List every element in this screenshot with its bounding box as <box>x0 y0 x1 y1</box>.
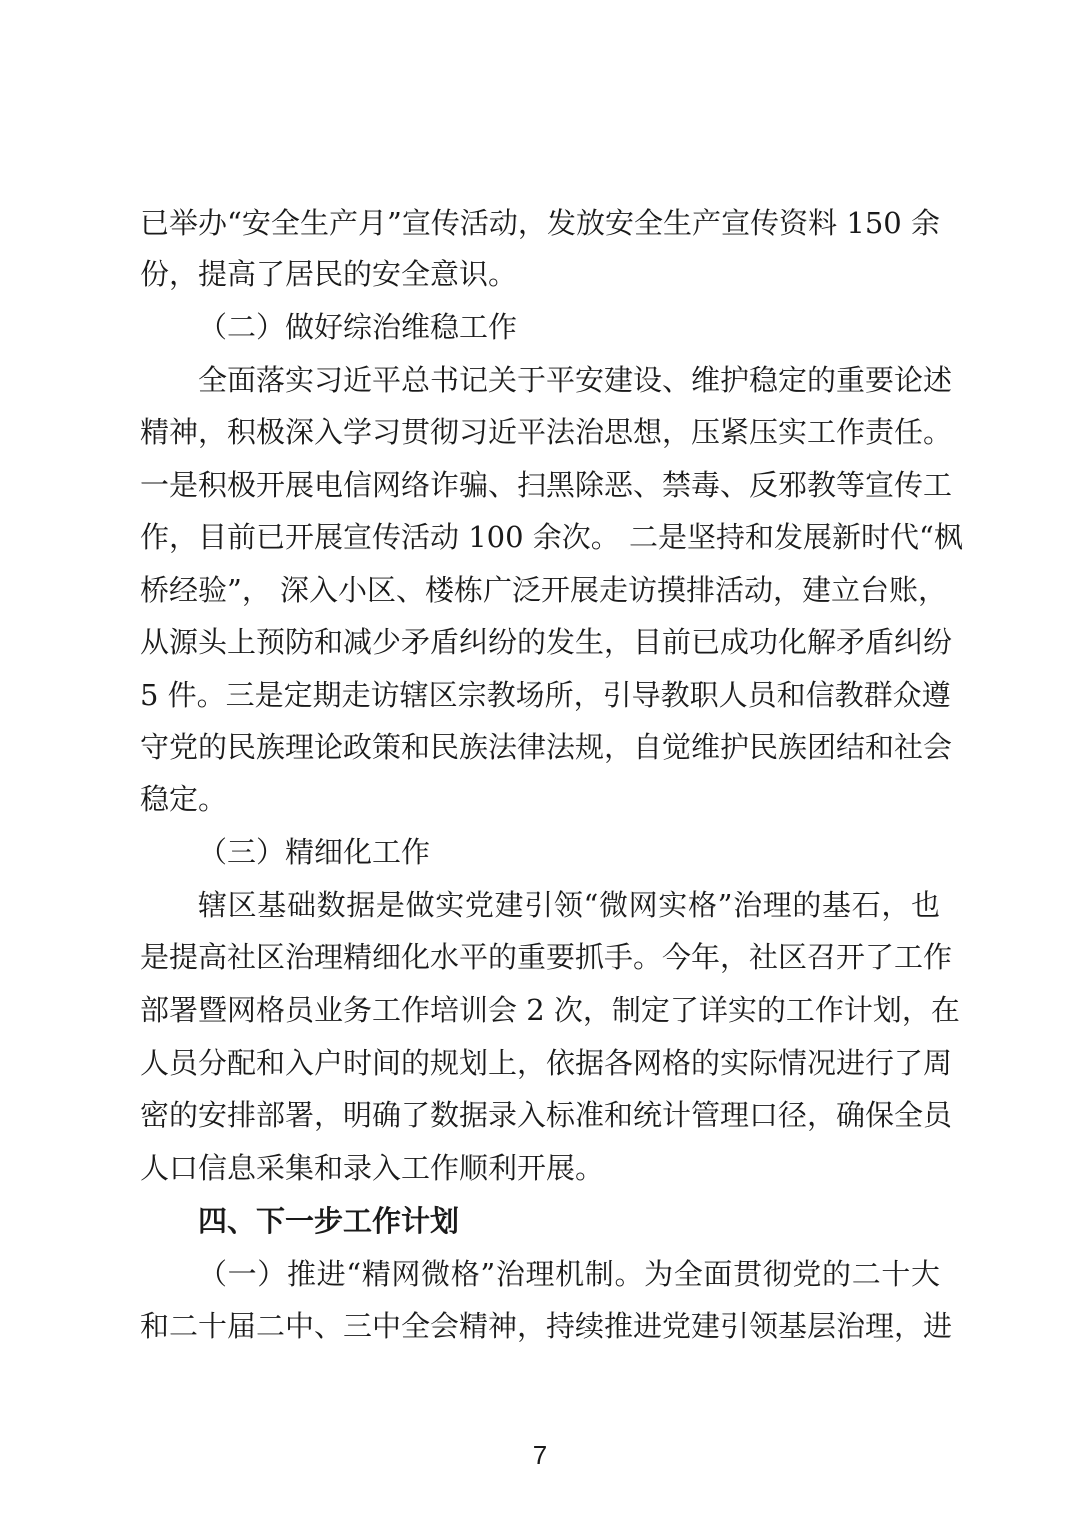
text-line: 人口信息采集和录入工作顺利开展。 <box>140 1151 605 1185</box>
section-heading: （二）做好综治维稳工作 <box>198 310 518 344</box>
text-line: 全面落实习近平总书记关于平安建设、维护稳定的重要论述 <box>198 363 953 397</box>
text-line: 从源头上预防和减少矛盾纠纷的发生，目前已成功化解矛盾纠纷 <box>140 625 953 659</box>
text-line: 桥经验”， 深入小区、楼栋广泛开展走访摸排活动，建立台账， <box>140 573 948 607</box>
chapter-heading: 四、下一步工作计划 <box>198 1204 460 1238</box>
section-heading: （三）精细化工作 <box>198 835 431 869</box>
text-line: 部署暨网格员业务工作培训会 2 次，制定了详实的工作计划，在 <box>140 993 960 1027</box>
text-line: 精神，积极深入学习贯彻习近平法治思想，压紧压实工作责任。 <box>140 415 953 449</box>
page-number: 7 <box>532 1440 548 1470</box>
text-line: 一是积极开展电信网络诈骗、扫黑除恶、禁毒、反邪教等宣传工 <box>140 468 953 502</box>
text-line: 稳定。 <box>140 782 228 816</box>
text-line: （一）推进“精网微格”治理机制。为全面贯彻党的二十大 <box>198 1257 940 1291</box>
text-line: 人员分配和入户时间的规划上，依据各网格的实际情况进行了周 <box>140 1046 953 1080</box>
text-line: 密的安排部署，明确了数据录入标准和统计管理口径，确保全员 <box>140 1098 953 1132</box>
text-line: 5 件。三是定期走访辖区宗教场所，引导教职人员和信教群众遵 <box>140 678 951 712</box>
text-line: 已举办“安全生产月”宣传活动，发放安全生产宣传资料 150 余 <box>140 206 940 240</box>
text-line: 和二十届二中、三中全会精神，持续推进党建引领基层治理，进 <box>140 1309 953 1343</box>
text-line: 是提高社区治理精细化水平的重要抓手。今年，社区召开了工作 <box>140 940 953 974</box>
text-line: 守党的民族理论政策和民族法律法规，自觉维护民族团结和社会 <box>140 730 953 764</box>
text-line: 辖区基础数据是做实党建引领“微网实格”治理的基石，也 <box>198 888 940 922</box>
text-line: 份，提高了居民的安全意识。 <box>140 257 518 291</box>
text-line: 作，目前已开展宣传活动 100 余次。 二是坚持和发展新时代“枫 <box>140 520 963 554</box>
